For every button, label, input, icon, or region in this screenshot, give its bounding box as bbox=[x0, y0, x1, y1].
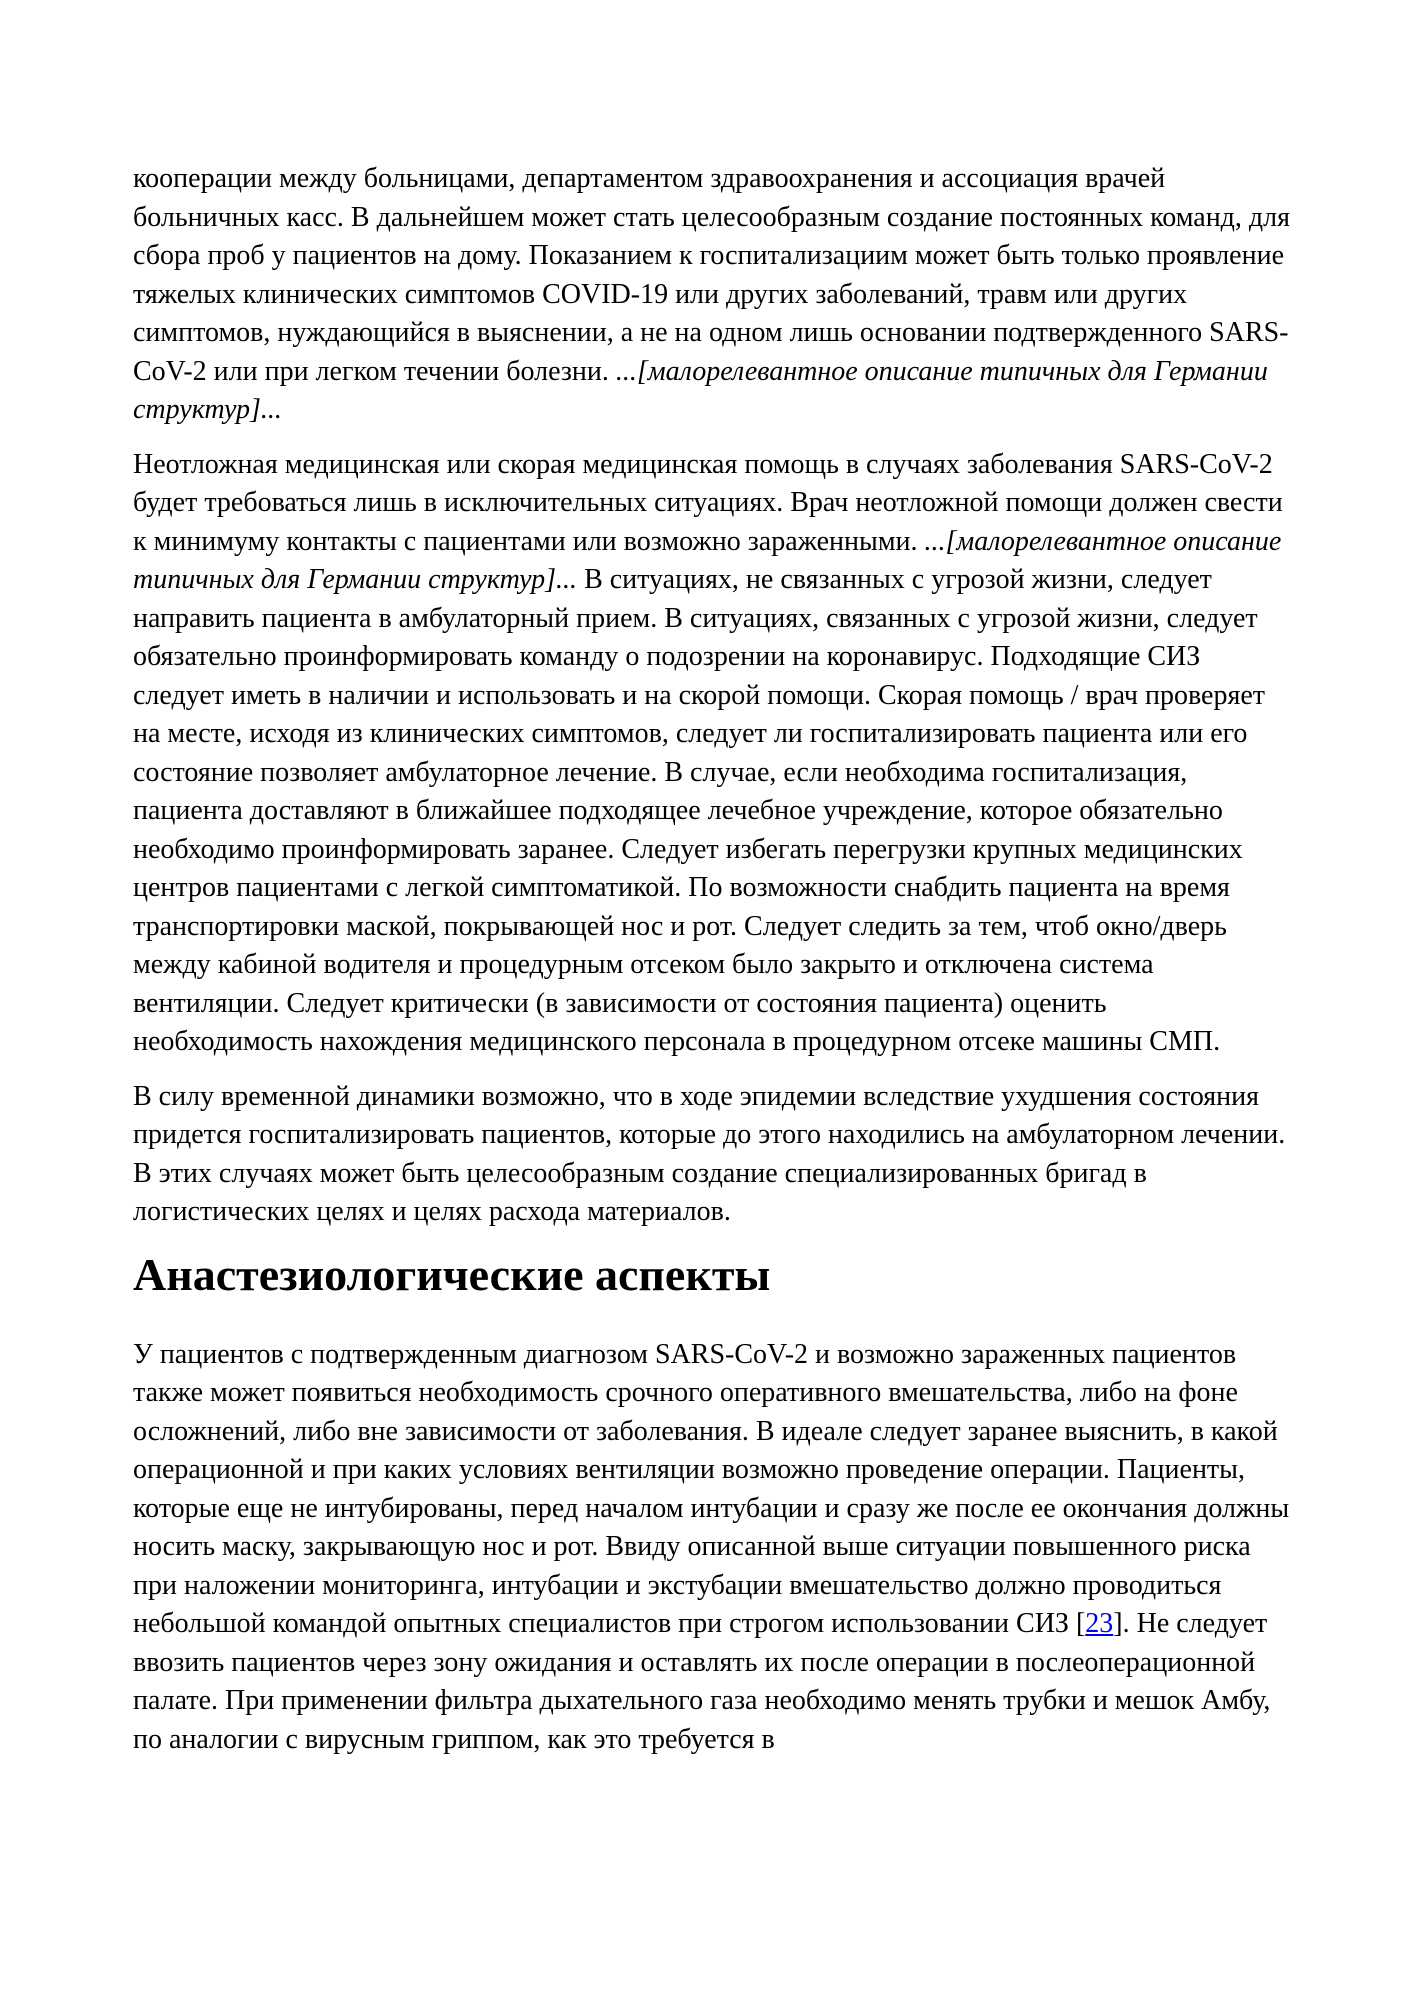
paragraph bbox=[133, 1078, 1293, 1232]
text-run: кооперации между больницами, департаментом здравоохранения и ассоциация врачей больничных касс. В дальнейшем может стать целесообразным создание постоянных команд, для сбора проб у пациентов на дому. Показанием к госпитализациим может быть только проявление тяжелых клинических симптомов COVID-19 или других заболеваний, травм или других симптомов, нуждающийся в выяснении, а не на одном лишь основании подтвержденного SARS-CoV-2 или при легком течении болезни. bbox=[133, 163, 1291, 387]
section-heading bbox=[133, 1248, 1293, 1302]
text-run: ]. Не следует ввозить пациентов через зону ожидания и оставлять их после операции в послеоперационной палате. При применении фильтра дыхательного газа необходимо менять трубки и мешок Амбу, по аналогии с вирусным гриппом, как это требуется в bbox=[133, 1608, 1271, 1755]
italic-placeholder-note: ...[малорелевантное описание типичных для Германии структур]... bbox=[133, 525, 1282, 595]
paragraph bbox=[133, 446, 1293, 1062]
paragraph bbox=[133, 1336, 1293, 1760]
text-run: В ситуациях, не связанных с угрозой жизни, следует направить пациента в амбулаторный прием. В ситуациях, связанных с угрозой жизни, следует обязательно проинформировать команду о подозрении на коронавирус. Подходящие СИЗ следует иметь в наличии и использовать и на скорой помощи. Скорая помощь / врач проверяет на месте, исходя из клинических симптомов, следует ли госпитализировать пациента или его состояние позволяет амбулаторное лечение. В случае, если необходима госпитализация, пациента доставляют в ближайшее подходящее лечебное учреждение, которое обязательно необходимо проинформировать заранее. Следует избегать перегрузки крупных медицинских центров пациентами с легкой симптоматикой. По возможности снабдить пациента на время транспортировки маской, покрывающей нос и рот. Следует следить за тем, чтоб окно/дверь между кабиной водителя и процедурным отсеком было закрыто и отключена система вентиляции. Следует критически (в зависимости от состояния пациента) оценить необходимость нахождения медицинского персонала в процедурном отсеке машины СМП. bbox=[133, 564, 1266, 1057]
reference-link[interactable]: 23 bbox=[1085, 1608, 1114, 1639]
text-run: В силу временной динамики возможно, что в ходе эпидемии вследствие ухудшения состояния придется госпитализировать пациентов, которые до этого находились на амбулаторном лечении. В этих случаях может быть целесообразным создание специализированных бригад в логистических целях и целях расхода материалов. bbox=[133, 1080, 1286, 1227]
paragraph bbox=[133, 160, 1293, 430]
text-run: У пациентов с подтвержденным диагнозом SARS-CoV-2 и возможно зараженных пациентов также может появиться необходимость срочного оперативного вмешательства, либо на фоне осложнений, либо вне зависимости от заболевания. В идеале следует заранее выяснить, в какой операционной и при каких условиях вентиляции возможно проведение операции. Пациенты, которые еще не интубированы, перед началом интубации и сразу же после ее окончания должны носить маску, закрывающую нос и рот. Ввиду описанной выше ситуации повышенного риска при наложении мониторинга, интубации и экстубации вмешательство должно проводиться небольшой командой опытных специалистов при строгом использовании СИЗ [ bbox=[133, 1338, 1290, 1639]
italic-placeholder-note: ...[малорелевантное описание типичных для Германии структур]... bbox=[133, 355, 1268, 425]
text-run: Неотложная медицинская или скорая медицинская помощь в случаях заболевания SARS-CoV-2 будет требоваться лишь в исключительных ситуациях. Врач неотложной помощи должен свести к минимуму контакты с пациентами или возможно зараженными. bbox=[133, 448, 1283, 557]
document-content bbox=[133, 160, 1293, 1775]
text-run: Анастезиологические аспекты bbox=[133, 1248, 771, 1300]
